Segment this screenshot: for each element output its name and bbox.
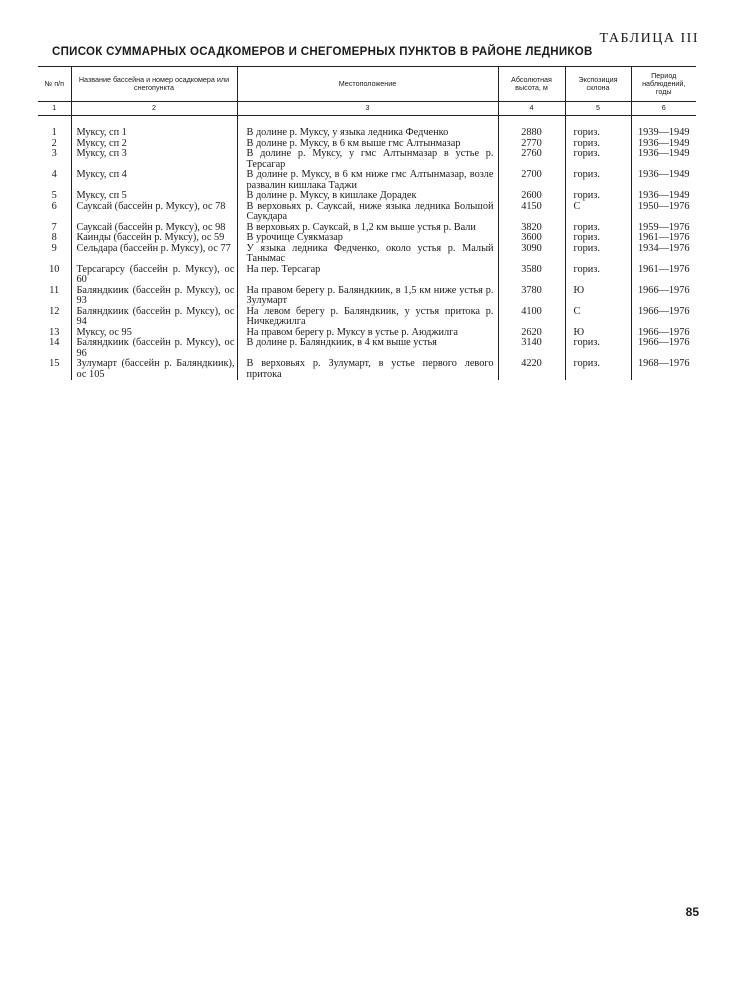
station-name: Сельдара (бассейн р. Муксу), ос 77 — [71, 244, 237, 265]
observation-period: 1961—1976 — [631, 233, 696, 244]
column-header: Экспозиция склона — [565, 67, 631, 102]
station-name: Каинды (бассейн р. Муксу), ос 59 — [71, 233, 237, 244]
row-number: 5 — [51, 190, 57, 201]
station-name: Сауксай (бассейн р. Муксу), ос 98 — [71, 223, 237, 234]
row-number: 10 — [49, 263, 60, 275]
station-altitude: 3580 — [498, 265, 565, 286]
station-location: На пер. Терсагар — [237, 265, 498, 286]
row-number: 11 — [49, 284, 60, 296]
slope-exposure: гориз. — [565, 338, 631, 359]
row-number: 3 — [51, 148, 57, 159]
station-location: В верховьях р. Зулумарт, в устье первого левого притока — [237, 359, 498, 380]
station-altitude: 3820 — [498, 223, 565, 234]
table-row — [38, 286, 696, 307]
observation-period: 1936—1949 — [631, 149, 696, 170]
observation-period: 1966—1976 — [631, 286, 696, 307]
column-header: № п/п — [38, 67, 71, 102]
slope-exposure: С — [565, 202, 631, 223]
row-number: 8 — [51, 232, 57, 243]
station-altitude: 2620 — [498, 328, 565, 339]
observation-period: 1968—1976 — [631, 359, 696, 380]
station-location: На правом берегу р. Муксу в устье р. Аюджилга — [237, 328, 498, 339]
observation-period: 1966—1976 — [631, 307, 696, 328]
observation-period: 1950—1976 — [631, 202, 696, 223]
table-row — [38, 202, 696, 223]
station-name: Муксу, сп 2 — [71, 139, 237, 150]
station-location: На правом берегу р. Баляндкиик, в 1,5 км ниже устья р. Зулумарт — [237, 286, 498, 307]
column-number-row — [38, 102, 696, 116]
table-row — [38, 244, 696, 265]
slope-exposure: гориз. — [565, 244, 631, 265]
station-name: Сауксай (бассейн р. Муксу), ос 78 — [71, 202, 237, 223]
station-name: Муксу, сп 1 — [71, 128, 237, 139]
observation-period: 1934—1976 — [631, 244, 696, 265]
station-name: Муксу, сп 4 — [71, 170, 237, 191]
station-altitude: 2770 — [498, 139, 565, 150]
station-location: В верховьях р. Сауксай, ниже языка ледника Большой Саукдара — [237, 202, 498, 223]
column-header: Название бассейна и номер осадкомера или снегопункта — [71, 67, 237, 102]
table-row — [38, 265, 696, 286]
column-number: 1 — [38, 102, 71, 116]
slope-exposure: гориз. — [565, 139, 631, 150]
station-altitude: 2760 — [498, 149, 565, 170]
station-name: Муксу, ос 95 — [71, 328, 237, 339]
column-number: 5 — [565, 102, 631, 116]
row-number: 6 — [51, 200, 57, 212]
row-number: 12 — [49, 305, 60, 317]
slope-exposure: гориз. — [565, 128, 631, 139]
station-name: Баляндкиик (бассейн р. Муксу), ос 93 — [71, 286, 237, 307]
station-altitude: 4100 — [498, 307, 565, 328]
station-altitude: 3780 — [498, 286, 565, 307]
row-number: 15 — [49, 358, 60, 369]
station-altitude: 2880 — [498, 128, 565, 139]
station-altitude: 3090 — [498, 244, 565, 265]
observation-period: 1936—1949 — [631, 170, 696, 191]
row-number: 9 — [51, 242, 57, 254]
slope-exposure: гориз. — [565, 191, 631, 202]
station-location: В долине р. Муксу, у гмс Алтынмазар в устье р. Терсагар — [237, 149, 498, 170]
station-altitude: 3600 — [498, 233, 565, 244]
table-row — [38, 307, 696, 328]
row-number: 13 — [49, 326, 60, 338]
row-number: 7 — [51, 221, 57, 233]
table-label: ТАБЛИЦА III — [599, 31, 699, 46]
slope-exposure: Ю — [565, 286, 631, 307]
column-header: Абсолютная высота, м — [498, 67, 565, 102]
column-number: 4 — [498, 102, 565, 116]
station-location: В долине р. Муксу, в 6 км выше гмс Алтынмазар — [237, 139, 498, 150]
slope-exposure: гориз. — [565, 170, 631, 191]
column-header: Местоположение — [237, 67, 498, 102]
station-location: В урочище Суякмазар — [237, 233, 498, 244]
observation-period: 1959—1976 — [631, 223, 696, 234]
station-altitude: 4150 — [498, 202, 565, 223]
table-header-row — [38, 67, 696, 102]
station-location: В долине р. Баляндкиик, в 4 км выше устья — [237, 338, 498, 359]
station-location: У языка ледника Федченко, около устья р. Малый Танымас — [237, 244, 498, 265]
observation-period: 1966—1976 — [631, 338, 696, 359]
slope-exposure: гориз. — [565, 149, 631, 170]
station-altitude: 3140 — [498, 338, 565, 359]
station-name: Зулумарт (бассейн р. Баляндкиик), ос 105 — [71, 359, 237, 380]
station-name: Баляндкиик (бассейн р. Муксу), ос 96 — [71, 338, 237, 359]
table-row — [38, 191, 696, 202]
observation-period: 1939—1949 — [631, 128, 696, 139]
slope-exposure: гориз. — [565, 223, 631, 234]
row-number: 14 — [49, 337, 60, 348]
row-number: 1 — [51, 127, 57, 138]
row-number: 4 — [51, 169, 57, 180]
station-altitude: 2600 — [498, 191, 565, 202]
table-row — [38, 170, 696, 191]
station-name: Терсагарсу (бассейн р. Муксу), ос 60 — [71, 265, 237, 286]
table-row — [38, 149, 696, 170]
station-name: Муксу, сп 5 — [71, 191, 237, 202]
station-location: В долине р. Муксу, у языка ледника Федченко — [237, 128, 498, 139]
row-number: 2 — [51, 137, 57, 149]
column-header: Период наблюдений, годы — [631, 67, 696, 102]
stations-table — [38, 66, 696, 380]
station-altitude: 4220 — [498, 359, 565, 380]
slope-exposure: гориз. — [565, 265, 631, 286]
page-title: СПИСОК СУММАРНЫХ ОСАДКОМЕРОВ И СНЕГОМЕРНЫХ ПУНКТОВ В РАЙОНЕ ЛЕДНИКОВ — [52, 46, 593, 58]
column-number: 2 — [71, 102, 237, 116]
observation-period: 1936—1949 — [631, 191, 696, 202]
table-row — [38, 359, 696, 380]
column-number: 3 — [237, 102, 498, 116]
slope-exposure: Ю — [565, 328, 631, 339]
station-name: Баляндкиик (бассейн р. Муксу), ос 94 — [71, 307, 237, 328]
table-row — [38, 128, 696, 139]
station-name: Муксу, сп 3 — [71, 149, 237, 170]
table-row — [38, 338, 696, 359]
column-number: 6 — [631, 102, 696, 116]
observation-period: 1961—1976 — [631, 265, 696, 286]
observation-period: 1936—1949 — [631, 139, 696, 150]
table-body — [38, 116, 696, 381]
station-location: В долине р. Муксу, в кишлаке Дорадек — [237, 191, 498, 202]
station-location: В долине р. Муксу, в 6 км ниже гмс Алтынмазар, возле развалин кишлака Таджи — [237, 170, 498, 191]
slope-exposure: гориз. — [565, 233, 631, 244]
station-location: В верховьях р. Сауксай, в 1,2 км выше устья р. Вали — [237, 223, 498, 234]
slope-exposure: гориз. — [565, 359, 631, 380]
station-altitude: 2700 — [498, 170, 565, 191]
slope-exposure: С — [565, 307, 631, 328]
station-location: На левом берегу р. Баляндкиик, у устья притока р. Ничкеджилга — [237, 307, 498, 328]
table-row — [38, 233, 696, 244]
observation-period: 1966—1976 — [631, 328, 696, 339]
page-number: 85 — [685, 905, 699, 919]
